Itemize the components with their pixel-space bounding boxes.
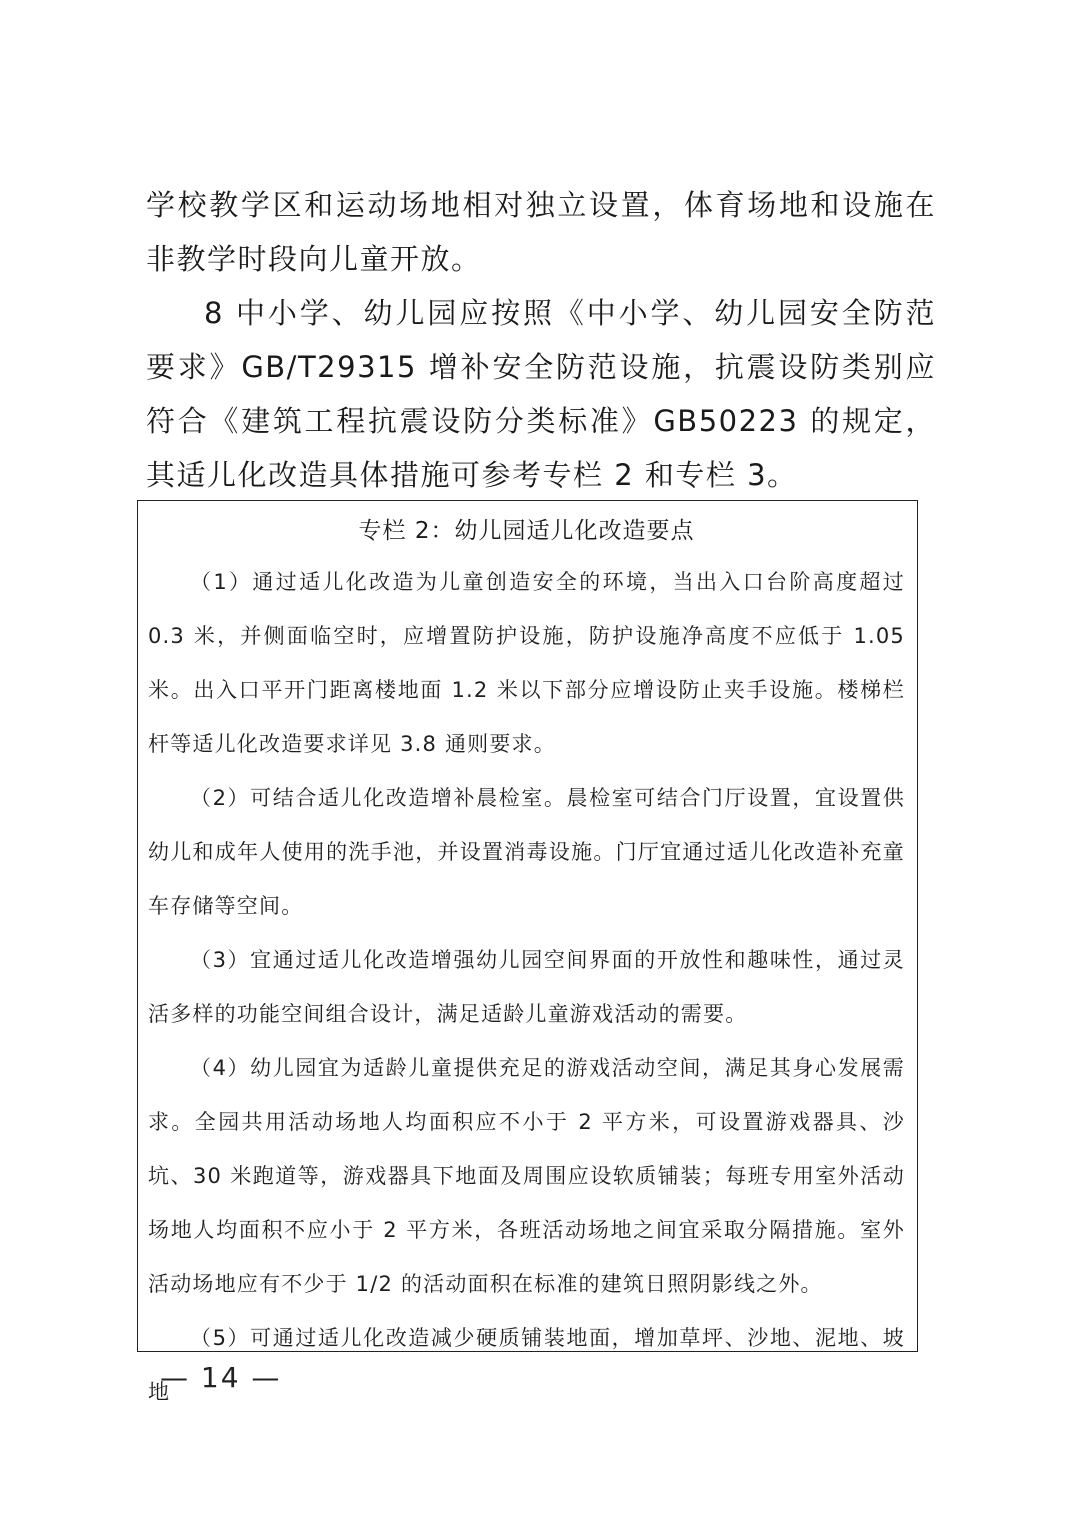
body-text — [146, 178, 936, 502]
column-item-5: （5）可通过适儿化改造减少硬质铺装地面，增加草坪、沙地、泥地、坡地 — [148, 1326, 905, 1404]
column-item-1: （1）通过适儿化改造为儿童创造安全的环境，当出入口台阶高度超过 0.3 米，并侧面临空时，应增置防护设施，防护设施净高度不应低于 1.05 米。出入口平开门距离楼地面 1.2 米以下部分应增设防止夹手设施。楼梯栏杆等适儿化改造要求详见 3.8 通则要求。 — [148, 570, 905, 756]
column-item-3: （3）宜通过适儿化改造增强幼儿园空间界面的开放性和趣味性，通过灵活多样的功能空间组合设计，满足适龄儿童游戏活动的需要。 — [148, 948, 905, 1026]
paragraph-2: 8 中小学、幼儿园应按照《中小学、幼儿园安全防范要求》GB/T29315 增补安全防范设施，抗震设防类别应符合《建筑工程抗震设防分类标准》GB50223 的规定，其适儿化改造具体措施可参考专栏 2 和专栏 3。 — [146, 296, 936, 492]
column-box-title: 专栏 2：幼儿园适儿化改造要点 — [358, 518, 695, 544]
column-item-2: （2）可结合适儿化改造增补晨检室。晨检室可结合门厅设置，宜设置供幼儿和成年人使用的洗手池，并设置消毒设施。门厅宜通过适儿化改造补充童车存储等空间。 — [148, 786, 905, 918]
paragraph-1: 学校教学区和运动场地相对独立设置，体育场地和设施在非教学时段向儿童开放。 — [146, 188, 936, 276]
page-number: — 14 — — [160, 1361, 282, 1394]
column-item-4: （4）幼儿园宜为适龄儿童提供充足的游戏活动空间，满足其身心发展需求。全园共用活动场地人均面积应不小于 2 平方米，可设置游戏器具、沙坑、30 米跑道等，游戏器具下地面及周围应设软质铺装；每班专用室外活动场地人均面积不应小于 2 平方米，各班活动场地之间宜采取分隔措施。室外活动场地应有不少于 1/2 的活动面积在标准的建筑日照阴影线之外。 — [148, 1056, 905, 1296]
